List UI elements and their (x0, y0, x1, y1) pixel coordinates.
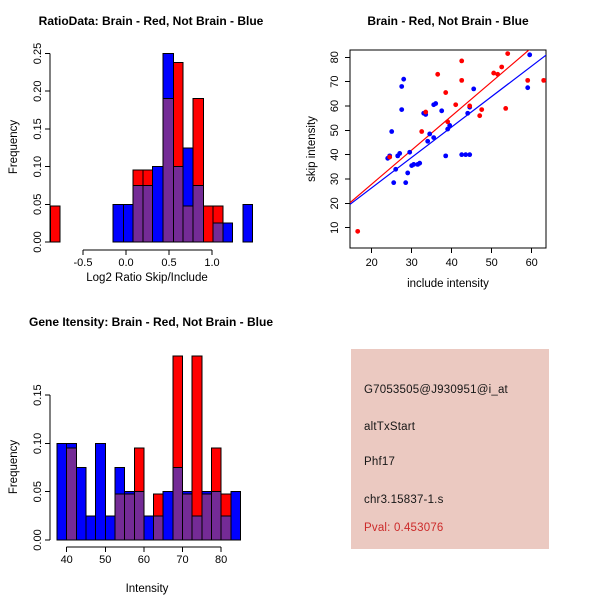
svg-text:50: 50 (329, 124, 341, 137)
svg-text:50: 50 (99, 554, 112, 566)
svg-text:30: 30 (405, 257, 418, 269)
svg-text:0.15: 0.15 (32, 384, 44, 406)
pval-text: Pval: 0.453076 (364, 522, 444, 534)
svg-text:80: 80 (329, 51, 341, 64)
svg-text:50: 50 (485, 257, 498, 269)
chromosome-location-text: chr3.15837-1.s (364, 494, 444, 506)
ratio-hist-title: RatioData: Brain - Red, Not Brain - Blue (38, 14, 264, 28)
svg-text:70: 70 (176, 554, 189, 566)
svg-text:40: 40 (445, 257, 458, 269)
svg-text:0.0: 0.0 (118, 257, 134, 269)
svg-text:70: 70 (329, 75, 341, 88)
svg-text:60: 60 (329, 99, 341, 113)
svg-text:20: 20 (365, 257, 378, 269)
svg-text:0.00: 0.00 (32, 529, 44, 551)
brain-points (355, 51, 546, 234)
scatter-title: Brain - Red, Not Brain - Blue (367, 14, 529, 28)
svg-text:0.10: 0.10 (32, 432, 44, 455)
not-brain-points (385, 52, 532, 185)
histogram-bars (57, 356, 240, 540)
probe-id-text: G7053505@J930951@i_at (364, 384, 508, 396)
svg-text:0.05: 0.05 (32, 480, 44, 503)
scatter-ylabel: skip intensity (306, 116, 318, 182)
red-fit-line (350, 35, 546, 202)
svg-text:20: 20 (329, 197, 341, 210)
svg-text:80: 80 (214, 554, 228, 566)
ratio-hist-xlabel: Log2 Ratio Skip/Include (86, 272, 208, 284)
scatter-xlabel: include intensity (407, 278, 489, 290)
svg-text:1.0: 1.0 (204, 257, 220, 269)
ratio-histogram-plot (0, 0, 300, 300)
svg-text:30: 30 (329, 172, 341, 186)
axes (345, 50, 546, 253)
svg-text:0.20: 0.20 (32, 80, 44, 102)
svg-text:10: 10 (329, 221, 341, 234)
histogram-bars (50, 54, 252, 243)
gene-symbol-text: Phf17 (364, 456, 396, 468)
svg-text:0.25: 0.25 (32, 42, 44, 65)
intensity-scatter-plot (300, 0, 600, 300)
gene-hist-xlabel: Intensity (125, 583, 169, 595)
svg-text:0.5: 0.5 (161, 257, 177, 269)
info-panel (351, 349, 549, 549)
ratio-hist-ylabel: Frequency (8, 119, 20, 175)
svg-text:40: 40 (329, 148, 341, 161)
event-type-text: altTxStart (364, 421, 416, 433)
svg-text:-0.5: -0.5 (73, 257, 93, 269)
gene-histogram-plot (0, 300, 300, 600)
svg-text:60: 60 (525, 257, 538, 269)
svg-text:0.10: 0.10 (32, 155, 44, 178)
svg-text:0.00: 0.00 (32, 231, 44, 253)
svg-text:40: 40 (60, 554, 73, 566)
svg-text:60: 60 (137, 554, 151, 566)
gene-hist-title: Gene Itensity: Brain - Red, Not Brain - Blue (28, 315, 274, 329)
svg-text:0.15: 0.15 (32, 118, 44, 140)
gene-hist-ylabel: Frequency (8, 439, 20, 495)
svg-text:0.05: 0.05 (32, 193, 44, 216)
